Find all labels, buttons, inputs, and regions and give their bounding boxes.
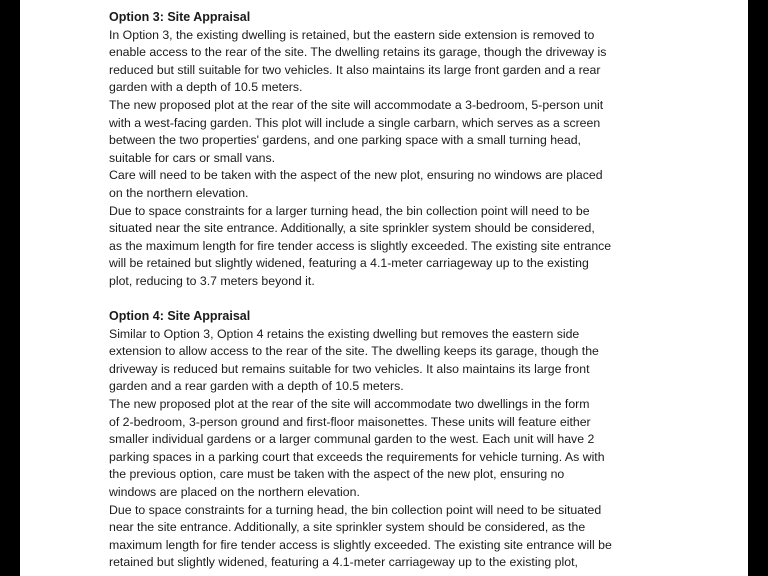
text-line: extension to allow access to the rear of the site. The dwelling keeps its garage, though the <box>109 344 599 359</box>
text-line: Care will need to be taken with the aspect of the new plot, ensuring no windows are placed <box>109 168 603 183</box>
text-line: near the site entrance. Additionally, a site sprinkler system should be considered, as the <box>109 520 586 535</box>
text-line: between the two properties' gardens, and one parking space with a small turning head, <box>109 133 581 148</box>
text-line: Due to space constraints for a turning head, the bin collection point will need to be situated <box>109 502 602 517</box>
text-line: garden and a rear garden with a depth of 10.5 meters. <box>109 379 404 394</box>
text-line: Due to space constraints for a larger turning head, the bin collection point will need to be <box>109 203 590 218</box>
paragraph <box>109 502 669 572</box>
section-heading: Option 4: Site Appraisal <box>109 309 251 324</box>
text-line: driveway is reduced but remains suitable for two vehicles. It also maintains its large front <box>109 361 590 376</box>
paragraph <box>109 396 669 502</box>
text-line: garden with a depth of 10.5 meters. <box>109 80 303 95</box>
paragraph <box>109 97 669 167</box>
text-line: with a west-facing garden. This plot will include a single carbarn, which serves as a screen <box>109 115 601 130</box>
text-line: situated near the site entrance. Additionally, a site sprinkler system should be considered, <box>109 221 595 236</box>
text-line: as the maximum length for fire tender access is slightly exceeded. The existing site entrance <box>109 238 612 253</box>
text-line: enable access to the rear of the site. The dwelling retains its garage, though the driveway is <box>109 45 607 60</box>
text-line: retained but slightly widened, featuring a 4.1-meter carriageway up to the existing plot, <box>109 555 578 570</box>
text-line: reduced but still suitable for two vehicles. It also maintains its large front garden and a rear <box>109 62 601 77</box>
paragraph <box>109 167 669 202</box>
section-option-3 <box>109 9 669 291</box>
text-line: the previous option, care must be taken with the aspect of the new plot, ensuring no <box>109 467 565 482</box>
section-option-4 <box>109 308 669 572</box>
text-line: plot, reducing to 3.7 meters beyond it. <box>109 273 315 288</box>
text-line: smaller individual gardens or a larger communal garden to the west. Each unit will have 2 <box>109 432 595 447</box>
text-line: maximum length for fire tender access is slightly exceeded. The existing site entrance will be <box>109 537 612 552</box>
document-page <box>20 0 748 576</box>
text-line: of 2-bedroom, 3-person ground and first-floor maisonettes. These units will feature either <box>109 414 591 429</box>
text-line: parking spaces in a parking court that exceeds the requirements for vehicle turning. As with <box>109 449 605 464</box>
paragraph <box>109 326 669 396</box>
text-line: The new proposed plot at the rear of the site will accommodate a 3-bedroom, 5-person unit <box>109 97 604 112</box>
document-content <box>109 9 669 572</box>
text-line: The new proposed plot at the rear of the site will accommodate two dwellings in the form <box>109 397 590 412</box>
text-line: In Option 3, the existing dwelling is retained, but the eastern side extension is removed to <box>109 27 595 42</box>
text-line: Similar to Option 3, Option 4 retains the existing dwelling but removes the eastern side <box>109 326 580 341</box>
paragraph <box>109 27 669 97</box>
paragraph <box>109 203 669 291</box>
text-line: windows are placed on the northern elevation. <box>109 485 360 500</box>
text-line: on the northern elevation. <box>109 185 249 200</box>
text-line: suitable for cars or small vans. <box>109 150 276 165</box>
section-heading: Option 3: Site Appraisal <box>109 10 251 24</box>
text-line: will be retained but slightly widened, featuring a 4.1-meter carriageway up to the existing <box>109 256 589 271</box>
